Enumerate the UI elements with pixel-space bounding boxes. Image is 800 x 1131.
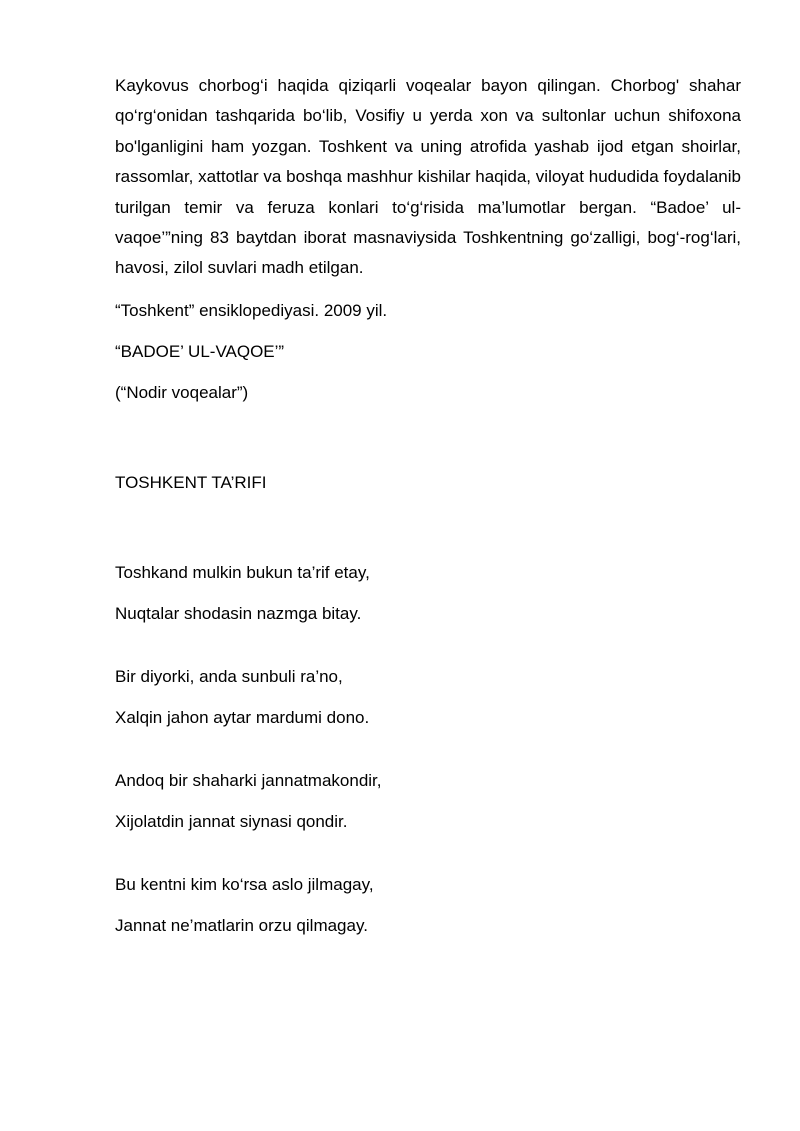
work-subtitle: (“Nodir voqealar”) xyxy=(115,382,249,402)
poem-line: Xalqin jahon aytar mardumi dono. xyxy=(115,707,370,727)
poem-title: TOSHKENT TA’RIFI xyxy=(115,472,267,492)
poem-line: Nuqtalar shodasin nazmga bitay. xyxy=(115,603,362,623)
poem-stanza xyxy=(115,558,741,629)
source-citation: “Toshkent” ensiklopediyasi. 2009 yil. xyxy=(115,300,388,320)
poem-line: Xijolatdin jannat siynasi qondir. xyxy=(115,811,348,831)
poem-line: Toshkand mulkin bukun ta’rif etay, xyxy=(115,562,370,582)
poem-stanza xyxy=(115,662,741,733)
poem-line: Jannat ne’matlarin orzu qilmagay. xyxy=(115,915,368,935)
poem-line: Bir diyorki, anda sunbuli ra’no, xyxy=(115,666,343,686)
poem-stanza xyxy=(115,766,741,837)
poem-line: Bu kentni kim ko‘rsa aslo jilmagay, xyxy=(115,874,374,894)
intro-paragraph: Kaykovus chorbog‘i haqida qiziqarli voqealar bayon qilingan. Chorbog' shahar qo‘rg‘onidan tashqarida bo‘lib, Vosifiy u yerda xon va sultonlar uchun shifoxona bo'lganligini ham yozgan. Toshkent va uning atrofida yashab ijod etgan shoirlar, rassomlar, xattotlar va boshqa mashhur kishilar haqida, viloyat hududida foydalanib turilgan temir va feruza konlari to‘g‘risida ma’lumotlar bergan. “Badoe’ ul-vaqoe’”ning 83 baytdan iborat masnaviysida Toshkentning go‘zalligi, bog‘-rog‘lari, havosi, zilol suvlari madh etilgan. xyxy=(115,76,741,278)
poem-stanza xyxy=(115,870,741,941)
document-page xyxy=(115,71,741,941)
poem-line: Andoq bir shaharki jannatmakondir, xyxy=(115,770,382,790)
work-title: “BADOE’ UL-VAQOE’” xyxy=(115,341,285,361)
